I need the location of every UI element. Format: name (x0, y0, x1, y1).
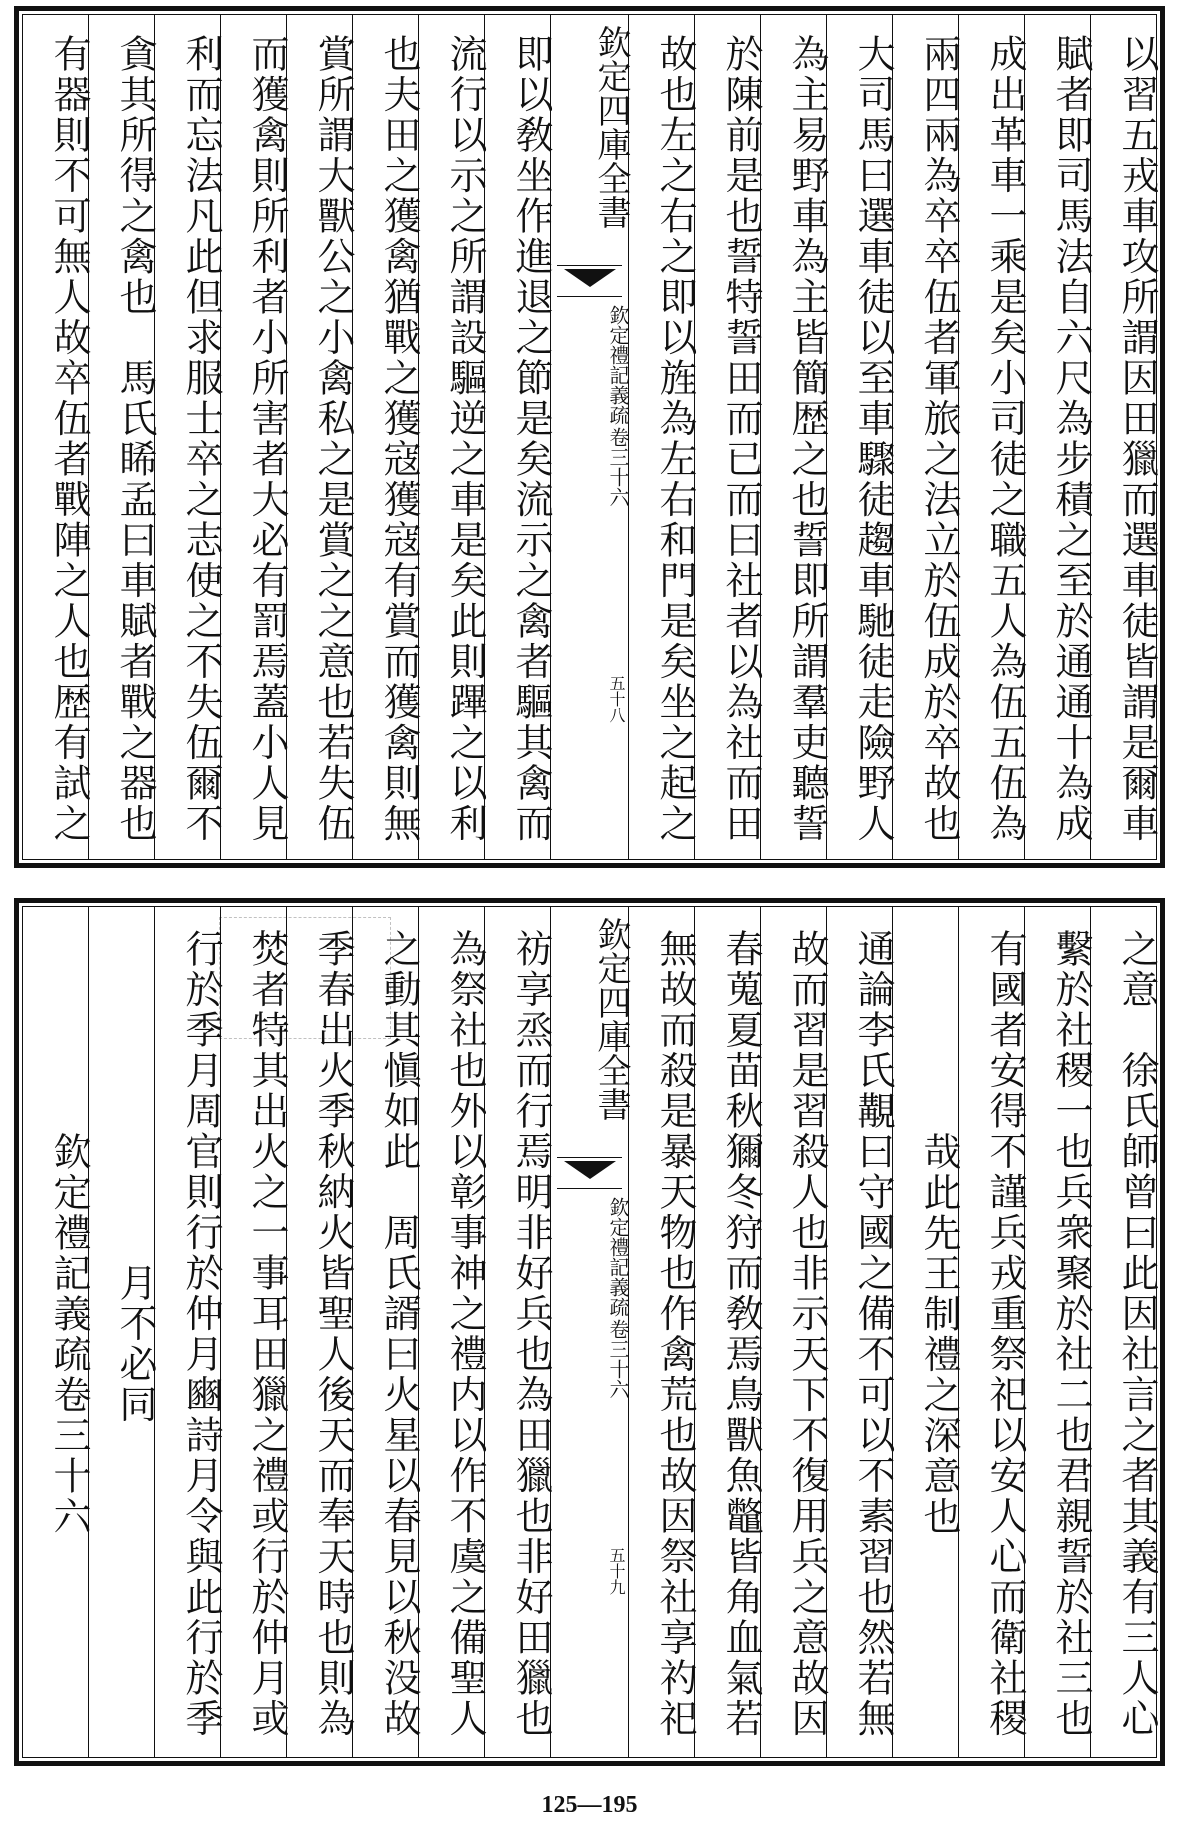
bottom-page (14, 898, 1165, 1766)
fish-tail-ornament (557, 1157, 622, 1189)
column-text: 賞所謂大獸公之小禽私之是賞之之意也若失伍 (311, 34, 355, 844)
text-column (1090, 907, 1159, 1757)
column-text: 繫於社稷一也兵衆聚於社二也君親誓於社三也 (1049, 929, 1093, 1739)
column-text: 無故而殺是暴天物也作禽荒也故因祭社享礿祀 (653, 929, 697, 1739)
text-column (694, 15, 763, 859)
text-column (484, 15, 553, 859)
column-text: 成出革車一乘是矣小司徒之職五人為伍五伍為 (983, 34, 1027, 844)
text-column (892, 15, 961, 859)
text-column (286, 907, 355, 1757)
column-text: 為主易野車為主皆簡歴之也誓即所謂羣吏聽誓 (785, 34, 829, 844)
volume-label: 卷三十六 (606, 1319, 630, 1399)
fish-tail-ornament (557, 265, 622, 297)
text-column (1024, 15, 1093, 859)
book-title: 欽定禮記義疏 (606, 305, 630, 425)
text-column (88, 907, 157, 1757)
column-text: 大司馬曰選車徒以至車驟徒趨車馳徒走險野人 (851, 34, 895, 844)
column-text: 而獲禽則所利者小所害者大必有罰焉蓋小人見 (245, 34, 289, 844)
column-text: 哉此先王制禮之深意也 (917, 1131, 961, 1537)
text-column (760, 15, 829, 859)
text-column (484, 907, 553, 1757)
text-column (220, 15, 289, 859)
text-column (694, 907, 763, 1757)
bottom-page-frame (22, 906, 1157, 1758)
text-column (760, 907, 829, 1757)
column-text: 兩四兩為卒卒伍者軍旅之法立於伍成於卒故也 (917, 34, 961, 844)
column-text: 有國者安得不謹兵戎重祭祀以安人心而衛社稷 (983, 929, 1027, 1739)
book-title: 欽定禮記義疏 (606, 1197, 630, 1317)
text-column (23, 907, 91, 1757)
bottom-text-columns (23, 907, 1159, 1757)
text-column (1024, 907, 1093, 1757)
center-title: 欽定四庫全書 (591, 25, 631, 229)
text-column (826, 907, 895, 1757)
column-text: 之動其愼如此 周氏諝曰火星以春見以秋没故 (377, 929, 421, 1739)
column-text: 欽定禮記義疏卷三十六 (47, 1131, 91, 1537)
text-column (286, 15, 355, 859)
center-title: 欽定四庫全書 (591, 917, 631, 1121)
top-text-columns (23, 15, 1159, 859)
column-text: 焚者特其出火之一事耳田獵之禮或行於仲月或 (245, 929, 289, 1739)
column-text: 即以敎坐作進退之節是矣流示之禽者驅其禽而 (509, 34, 553, 844)
column-text: 貪其所得之禽也 馬氏睎孟曰車賦者戰之器也 (113, 34, 157, 844)
column-text: 故也左之右之即以旌為左右和門是矣坐之起之 (653, 34, 697, 844)
column-text: 季春出火季秋納火皆聖人後天而奉天時也則為 (311, 929, 355, 1739)
column-text: 也夫田之獲禽猶戰之獲寇獲寇有賞而獲禽則無 (377, 34, 421, 844)
text-column (418, 15, 487, 859)
column-text: 以習五戎車攻所謂因田獵而選車徒皆謂是爾車 (1115, 34, 1159, 844)
top-page (14, 6, 1165, 868)
column-text: 行於季月周官則行於仲月豳詩月令與此行於季 (179, 929, 223, 1739)
text-column (958, 15, 1027, 859)
center-subtitle (551, 1197, 628, 1399)
column-text: 為祭社也外以彰事神之禮内以作不虞之備聖人 (443, 929, 487, 1739)
column-text: 通論李氏覯曰守國之備不可以不素習也然若無 (851, 929, 895, 1739)
text-column (220, 907, 289, 1757)
page-footer-number: 125—195 (541, 1792, 638, 1818)
column-text: 流行以示之所謂設驅逆之車是矣此則蹕之以利 (443, 34, 487, 844)
column-text: 賦者即司馬法自六尺為步積之至於通通十為成 (1049, 34, 1093, 844)
column-text: 月不必同 (113, 1263, 157, 1425)
center-subtitle (551, 305, 628, 507)
text-column (418, 907, 487, 1757)
text-column (154, 907, 223, 1757)
column-text: 春蒐夏苗秋獮冬狩而敎焉鳥獸魚鼈皆角血氣若 (719, 929, 763, 1739)
top-page-frame (22, 14, 1157, 860)
text-column (628, 15, 697, 859)
text-column (88, 15, 157, 859)
center-margin (550, 907, 631, 1757)
page-number: 五十八 (607, 675, 626, 723)
text-column (628, 907, 697, 1757)
column-text: 利而忘法凡此但求服士卒之志使之不失伍爾不 (179, 34, 223, 844)
column-text: 於陳前是也誓特誓田而已而曰社者以為社而田 (719, 34, 763, 844)
text-column (23, 15, 91, 859)
text-column (958, 907, 1027, 1757)
volume-label: 卷三十六 (606, 427, 630, 507)
page-number: 五十九 (607, 1547, 626, 1595)
text-column (352, 907, 421, 1757)
column-text: 故而習是習殺人也非示天下不復用兵之意故因 (785, 929, 829, 1739)
text-column (1090, 15, 1159, 859)
column-text: 之意 徐氏師曾曰此因社言之者其義有三人心 (1115, 929, 1159, 1739)
text-column (352, 15, 421, 859)
text-column (154, 15, 223, 859)
text-column (892, 907, 961, 1757)
center-margin (550, 15, 631, 859)
column-text: 祊享烝而行焉明非好兵也為田獵也非好田獵也 (509, 929, 553, 1739)
text-column (826, 15, 895, 859)
column-text: 有器則不可無人故卒伍者戰陣之人也歴有試之 (47, 34, 91, 844)
